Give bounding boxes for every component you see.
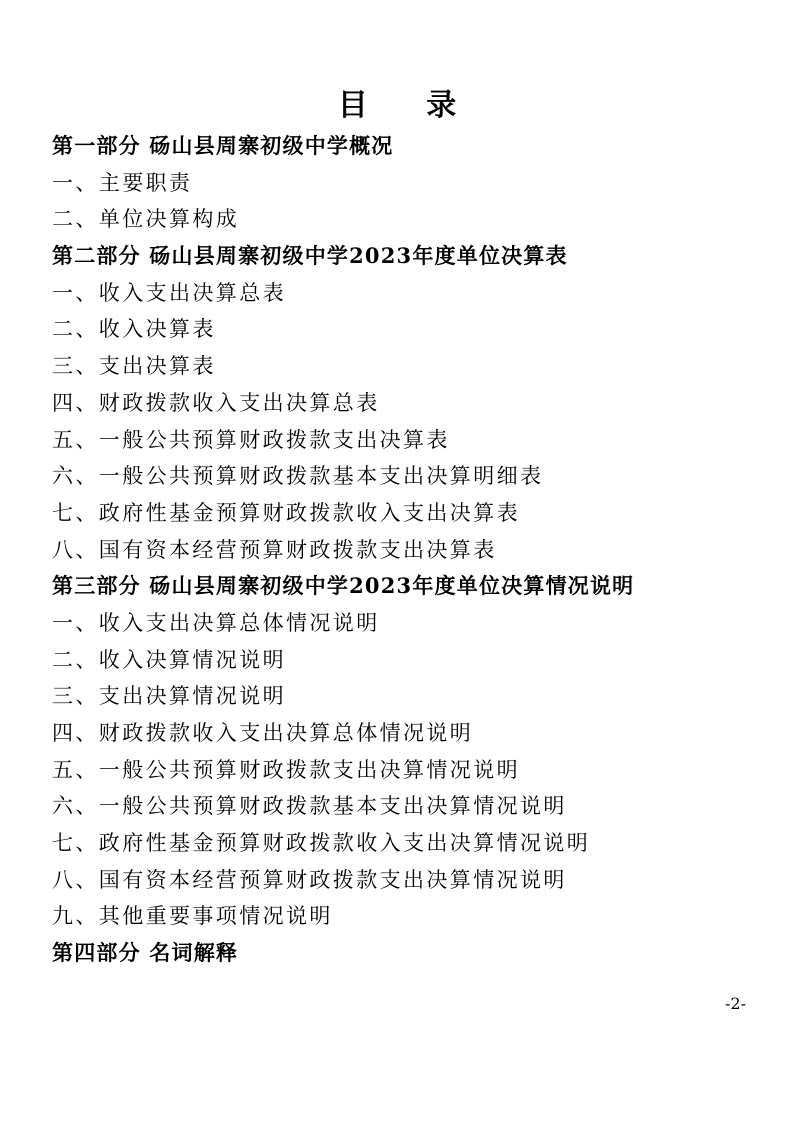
toc-part-2[interactable]: 第二部分 砀山县周寨初级中学2023年度单位决算表 [52,243,568,269]
toc-item[interactable]: 一、收入支出决算总体情况说明 [52,610,380,635]
page-number: -2- [725,994,746,1013]
page-title: 目 录 [337,88,481,123]
toc-item[interactable]: 一、收入支出决算总表 [52,280,286,305]
toc-item[interactable]: 八、国有资本经营预算财政拨款支出决算情况说明 [52,867,567,892]
toc-item[interactable]: 四、财政拨款收入支出决算总表 [52,390,380,415]
toc-part-3[interactable]: 第三部分 砀山县周寨初级中学2023年度单位决算情况说明 [52,573,635,599]
toc-item[interactable]: 七、政府性基金预算财政拨款收入支出决算情况说明 [52,831,591,856]
toc-item[interactable]: 四、财政拨款收入支出决算总体情况说明 [52,721,474,745]
toc-item[interactable]: 二、收入决算情况说明 [52,647,286,672]
toc-part-4[interactable]: 第四部分 名词解释 [52,940,239,966]
toc-item[interactable]: 二、收入决算表 [52,317,216,342]
toc-item[interactable]: 五、一般公共预算财政拨款支出决算情况说明 [52,757,520,782]
toc-item[interactable]: 三、支出决算表 [52,354,216,379]
toc-item[interactable]: 二、单位决算构成 [52,207,240,232]
toc-item[interactable]: 五、一般公共预算财政拨款支出决算表 [52,427,450,452]
toc-item[interactable]: 九、其他重要事项情况说明 [52,904,333,929]
toc-item[interactable]: 一、主要职责 [52,170,193,195]
toc-item[interactable]: 七、政府性基金预算财政拨款收入支出决算表 [52,500,520,525]
toc-item[interactable]: 三、支出决算情况说明 [52,684,286,709]
toc-part-1[interactable]: 第一部分 砀山县周寨初级中学概况 [52,133,394,158]
toc-item[interactable]: 八、国有资本经营预算财政拨款支出决算表 [52,537,497,562]
toc-item[interactable]: 六、一般公共预算财政拨款基本支出决算明细表 [52,464,544,489]
table-of-contents [52,128,772,972]
toc-item[interactable]: 六、一般公共预算财政拨款基本支出决算情况说明 [52,794,567,819]
